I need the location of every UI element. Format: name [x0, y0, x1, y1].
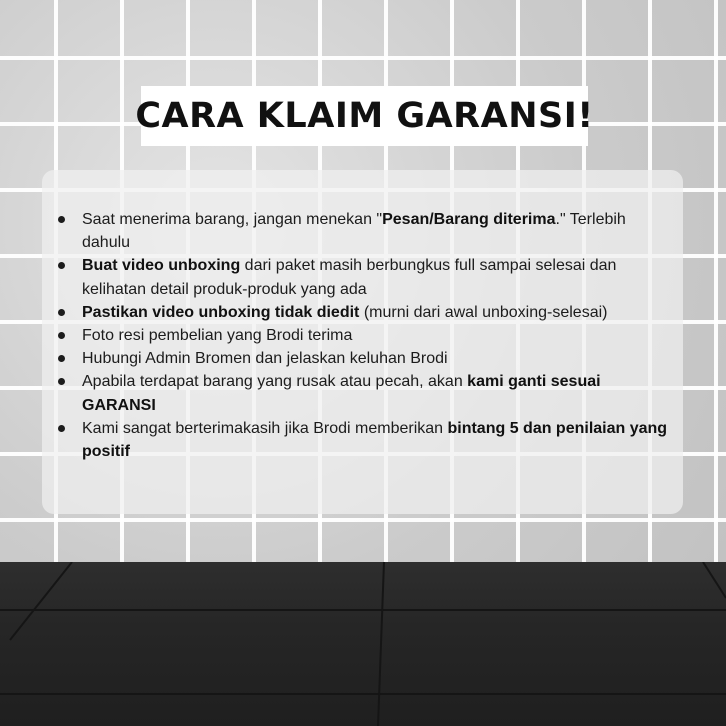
- emphasis-text: Pesan/Barang diterima: [382, 211, 556, 228]
- step-text: (murni dari awal unboxing-selesai): [359, 303, 608, 321]
- list-item: [42, 254, 683, 300]
- bullet-icon: [58, 332, 65, 339]
- bullet-icon: [58, 355, 65, 362]
- floor-background: [0, 562, 726, 726]
- title-banner: [135, 86, 594, 146]
- bullet-icon: [58, 425, 65, 432]
- instructions-card: [42, 170, 683, 514]
- bullet-icon: [58, 216, 65, 223]
- list-item: [42, 324, 683, 347]
- floor-tile-lines: [0, 562, 726, 726]
- list-item: [42, 370, 683, 416]
- bullet-icon: [58, 378, 65, 385]
- emphasis-text: kami ganti sesuai GARANSI: [82, 373, 601, 414]
- step-text: dari paket masih berbungkus full sampai selesai dan kelihatan detail produk-produk yang ada: [82, 257, 617, 298]
- step-text: Saat menerima barang, jangan menekan ": [82, 211, 383, 228]
- bullet-icon: [58, 309, 65, 316]
- step-text: Kami sangat berterimakasih jika Brodi memberikan: [82, 419, 448, 437]
- list-item: [42, 301, 683, 324]
- step-text: Apabila terdapat barang yang rusak atau pecah, akan: [82, 373, 468, 391]
- list-item: [42, 417, 683, 463]
- list-item: [42, 208, 683, 254]
- emphasis-text: bintang 5 dan penilaian yang positif: [82, 419, 668, 461]
- step-text: Foto resi pembelian yang Brodi terima: [82, 327, 353, 345]
- steps-list: [42, 170, 683, 463]
- step-text: Hubungi Admin Bromen dan jelaskan keluhan Brodi: [82, 350, 448, 368]
- emphasis-text: Pastikan video unboxing tidak diedit: [82, 303, 360, 321]
- page-title: CARA KLAIM GARANSI!: [135, 96, 594, 136]
- bullet-icon: [58, 262, 65, 269]
- list-item: [42, 347, 683, 370]
- step-text: ." Terlebih dahulu: [82, 211, 626, 252]
- emphasis-text: Buat video unboxing: [82, 257, 241, 275]
